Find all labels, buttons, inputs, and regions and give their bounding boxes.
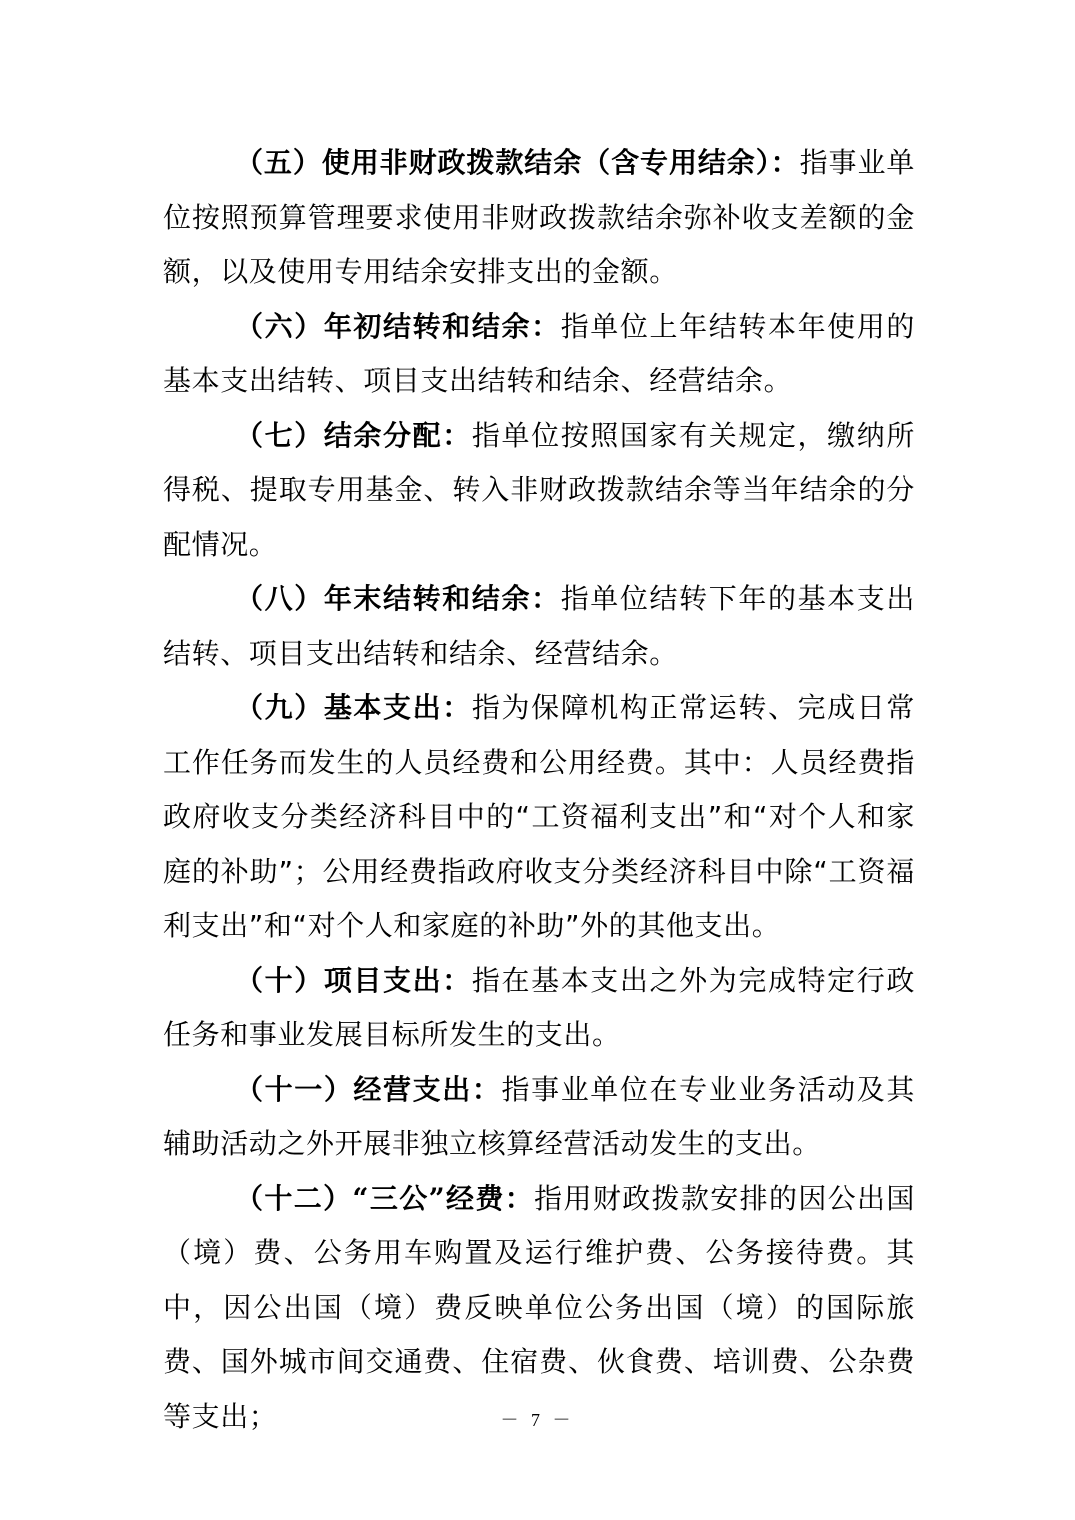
term-heading: （十二）“三公”经费： [235, 1181, 535, 1215]
term-heading: （七）结余分配： [235, 418, 472, 452]
term-heading: （六）年初结转和结余： [235, 309, 561, 343]
term-heading: （五）使用非财政拨款结余（含专用结余）： [235, 146, 800, 179]
term-definition: 指事业单位按照预算管理要求使用非财政拨款结余弥补收支差额的金额，以及使用专用结余安排支出的金额。 [163, 146, 915, 288]
term-heading: （十）项目支出： [235, 963, 472, 997]
term-heading: （九）基本支出： [235, 691, 472, 724]
paragraph-5 [163, 136, 915, 300]
paragraph-9 [163, 681, 915, 954]
document-body [163, 136, 915, 1444]
paragraph-10 [163, 954, 915, 1063]
term-heading: （十一）经营支出： [235, 1072, 502, 1106]
term-definition: 指为保障机构正常运转、完成日常工作任务而发生的人员经费和公用经费。其中：人员经费指政府收支分类经济科目中的“工资福利支出”和“对个人和家庭的补助”；公用经费指政府收支分类经济科目中除“工资福利支出”和“对个人和家庭的补助”外的其他支出。 [163, 691, 915, 942]
term-definition: 指单位结转下年的基本支出结转、项目支出结转和结余、经营结余。 [163, 582, 915, 670]
paragraph-8 [163, 572, 915, 681]
term-definition: 指在基本支出之外为完成特定行政任务和事业发展目标所发生的支出。 [163, 963, 915, 1051]
term-definition: 指用财政拨款安排的因公出国（境）费、公务用车购置及运行维护费、公务接待费。其中，因公出国（境）费反映单位公务出国（境）的国际旅费、国外城市间交通费、住宿费、伙食费、培训费、公杂费等支出； [163, 1181, 915, 1433]
page-number: － 7 － [500, 1410, 575, 1430]
paragraph-12 [163, 1172, 915, 1445]
paragraph-11 [163, 1063, 915, 1172]
term-definition: 指单位上年结转本年使用的基本支出结转、项目支出结转和结余、经营结余。 [163, 309, 915, 397]
paragraph-6 [163, 300, 915, 409]
term-heading: （八）年末结转和结余： [235, 582, 561, 615]
term-definition: 指事业单位在专业业务活动及其辅助活动之外开展非独立核算经营活动发生的支出。 [163, 1072, 915, 1160]
paragraph-7 [163, 409, 915, 573]
term-definition: 指单位按照国家有关规定，缴纳所得税、提取专用基金、转入非财政拨款结余等当年结余的分配情况。 [163, 418, 915, 561]
